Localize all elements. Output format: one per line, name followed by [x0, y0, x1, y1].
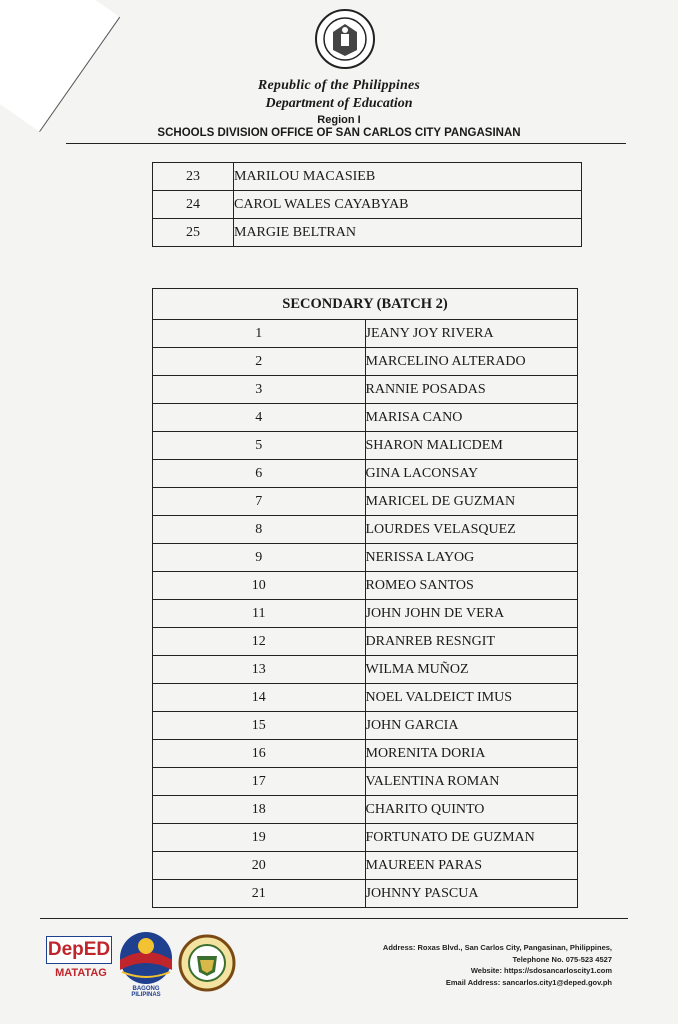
header-office: SCHOOLS DIVISION OFFICE OF SAN CARLOS CITY PANGASINAN [157, 127, 521, 139]
table-row [153, 740, 578, 768]
row-number: 19 [153, 824, 366, 852]
row-name: JOHN JOHN DE VERA [365, 600, 578, 628]
folded-page-corner [0, 0, 120, 132]
row-number: 11 [153, 600, 366, 628]
row-number: 24 [153, 191, 234, 219]
row-number: 4 [153, 404, 366, 432]
table-row [153, 460, 578, 488]
table-title: SECONDARY (BATCH 2) [153, 289, 578, 320]
bagong-pilipinas-logo-icon [118, 930, 174, 996]
table-row [153, 432, 578, 460]
table-row [153, 404, 578, 432]
row-name: MARISA CANO [365, 404, 578, 432]
row-number: 17 [153, 768, 366, 796]
row-number: 7 [153, 488, 366, 516]
deped-logo-text: DepED [46, 936, 112, 964]
table-row [153, 488, 578, 516]
row-name: WILMA MUÑOZ [365, 656, 578, 684]
header-department: Department of Education [265, 96, 413, 111]
row-number: 15 [153, 712, 366, 740]
table-title-row [153, 289, 578, 320]
row-number: 12 [153, 628, 366, 656]
row-name: NERISSA LAYOG [365, 544, 578, 572]
row-name: MARICEL DE GUZMAN [365, 488, 578, 516]
row-name: MARILOU MACASIEB [234, 163, 582, 191]
row-number: 10 [153, 572, 366, 600]
row-name: NOEL VALDEICT IMUS [365, 684, 578, 712]
table-row [153, 544, 578, 572]
table-row [153, 628, 578, 656]
table-row [153, 712, 578, 740]
sdo-seal-icon [178, 934, 236, 992]
row-name: CHARITO QUINTO [365, 796, 578, 824]
roster-table-continued [152, 162, 582, 247]
table-row [153, 796, 578, 824]
header-divider [66, 143, 626, 144]
row-number: 5 [153, 432, 366, 460]
table-row [153, 656, 578, 684]
header-republic: Republic of the Philippines [257, 78, 421, 93]
table-row [153, 516, 578, 544]
header-region: Region I [317, 114, 361, 126]
row-name: JEANY JOY RIVERA [365, 320, 578, 348]
matatag-label: MATATAG [55, 967, 107, 979]
table-row [153, 600, 578, 628]
row-number: 25 [153, 219, 234, 247]
deped-seal-icon [314, 8, 376, 70]
row-name: LOURDES VELASQUEZ [365, 516, 578, 544]
row-number: 23 [153, 163, 234, 191]
bagong-pilipinas-label: BAGONG PILIPINAS [131, 986, 161, 998]
table-row [153, 824, 578, 852]
row-number: 21 [153, 880, 366, 908]
roster-table-secondary [152, 288, 578, 908]
row-number: 6 [153, 460, 366, 488]
table-row [153, 348, 578, 376]
row-name: CAROL WALES CAYABYAB [234, 191, 582, 219]
address-line: Address: Roxas Blvd., San Carlos City, Pangasinan, Philippines, [382, 943, 612, 952]
row-number: 16 [153, 740, 366, 768]
row-name: SHARON MALICDEM [365, 432, 578, 460]
deped-matatag-logo-icon [46, 936, 116, 992]
row-number: 14 [153, 684, 366, 712]
table-row [153, 320, 578, 348]
row-name: ROMEO SANTOS [365, 572, 578, 600]
table-row [153, 163, 582, 191]
row-number: 18 [153, 796, 366, 824]
row-name: GINA LACONSAY [365, 460, 578, 488]
telephone-line: Telephone No. 075-523 4527 [512, 954, 612, 964]
row-name: VALENTINA ROMAN [365, 768, 578, 796]
row-name: MAUREEN PARAS [365, 852, 578, 880]
row-number: 8 [153, 516, 366, 544]
row-number: 20 [153, 852, 366, 880]
row-number: 3 [153, 376, 366, 404]
row-number: 1 [153, 320, 366, 348]
row-number: 13 [153, 656, 366, 684]
table-row [153, 880, 578, 908]
website-line: Website: https://sdosancarloscity1.com [470, 966, 612, 975]
row-name: MARGIE BELTRAN [234, 219, 582, 247]
table-row [153, 376, 578, 404]
row-name: MARCELINO ALTERADO [365, 348, 578, 376]
table-row [153, 191, 582, 219]
table-row [153, 572, 578, 600]
row-number: 9 [153, 544, 366, 572]
row-number: 2 [153, 348, 366, 376]
email-line: Email Address: sancarlos.city1@deped.gov.ph [445, 977, 612, 987]
table-row [153, 852, 578, 880]
contact-block [383, 942, 612, 988]
row-name: JOHNNY PASCUA [365, 880, 578, 908]
footer-divider [40, 918, 628, 919]
table-row [153, 768, 578, 796]
row-name: JOHN GARCIA [365, 712, 578, 740]
table-row [153, 219, 582, 247]
table-row [153, 684, 578, 712]
row-name: DRANREB RESNGIT [365, 628, 578, 656]
row-name: MORENITA DORIA [365, 740, 578, 768]
row-name: RANNIE POSADAS [365, 376, 578, 404]
row-name: FORTUNATO DE GUZMAN [365, 824, 578, 852]
